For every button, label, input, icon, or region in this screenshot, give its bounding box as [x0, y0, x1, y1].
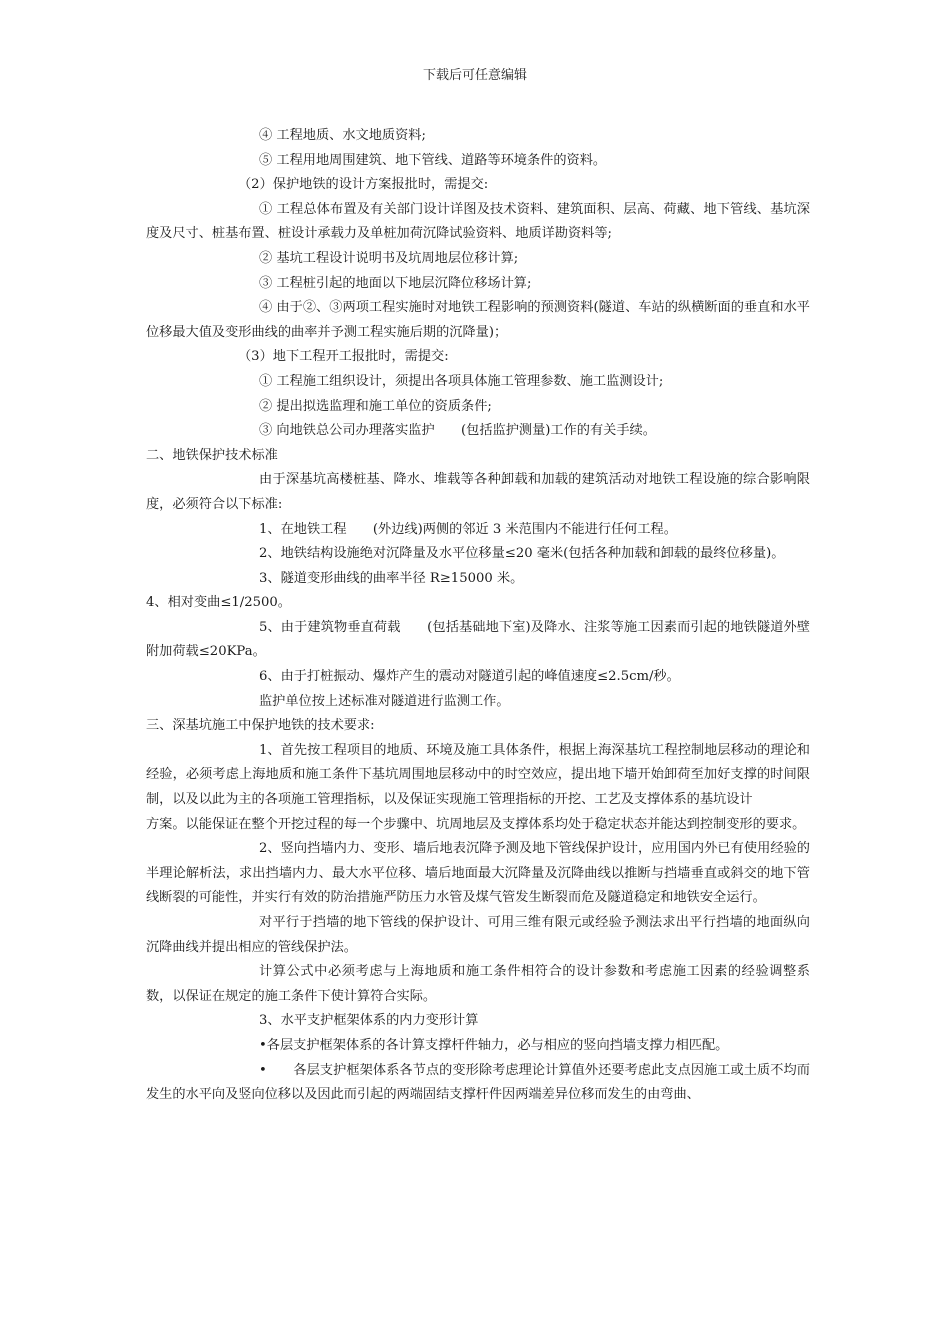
paragraph: ② 基坑工程设计说明书及坑周地层位移计算;	[259, 250, 519, 266]
paragraph: 监护单位按上述标准对隧道进行监测工作。	[259, 693, 510, 709]
paragraph: 3、水平支护框架体系的内力变形计算	[259, 1013, 479, 1029]
paragraph: 6、由于打桩振动、爆炸产生的震动对隧道引起的峰值速度≤2.5cm/秒。	[259, 669, 680, 685]
paragraph: 方案。以能保证在整个开挖过程的每一个步骤中、坑周地层及支撑体系均处于稳定状态并能达到控制变形的要求。	[146, 816, 806, 832]
paragraph: ① 工程总体布置及有关部门设计详图及技术资料、建筑面积、层高、荷藏、地下管线、基坑深度及尺寸、桩基布置、桩设计承载力及单桩加荷沉降试验资料、地质详勘资料等;	[146, 201, 810, 242]
paragraph: （2）保护地铁的设计方案报批时，需提交:	[238, 177, 489, 193]
paragraph: 2、地铁结构设施绝对沉降量及水平位移量≤20 毫米(包括各种加载和卸载的最终位移量)。	[259, 546, 785, 562]
paragraph: 对平行于挡墙的地下管线的保护设计、可用三维有限元或经验予测法求出平行挡墙的地面纵向沉降曲线并提出相应的管线保护法。	[146, 915, 810, 955]
bullet-item: • 各层支护框架体系各节点的变形除考虑理论计算值外还要考虑此支点因施工或土质不均而发生的水平向及竖向位移以及因此而引起的两端固结支撑杆件因两端差异位移而发生的由弯曲、	[146, 1062, 810, 1103]
paragraph: ③ 工程桩引起的地面以下地层沉降位移场计算;	[259, 275, 532, 291]
paragraph: 5、由于建筑物垂直荷载 (包括基础地下室)及降水、注浆等施工因素而引起的地铁隧道外壁附加荷载≤20KPa。	[146, 619, 810, 660]
paragraph: 计算公式中必须考虑与上海地质和施工条件相符合的设计参数和考虑施工因素的经验调整系数，以保证在规定的施工条件下使计算符合实际。	[146, 964, 810, 1004]
paragraph: ④ 由于②、③两项工程实施时对地铁工程影响的预测资料(隧道、车站的纵横断面的垂直和水平位移最大值及变形曲线的曲率并予测工程实施后期的沉降量)；	[146, 300, 810, 340]
paragraph: ① 工程施工组织设计，须提出各项具体施工管理参数、施工监测设计;	[259, 373, 664, 389]
paragraph: 2、竖向挡墙内力、变形、墙后地表沉降予测及地下管线保护设计，应用国内外已有使用经验的半理论解析法，求出挡墙内力、最大水平位移、墙后地面最大沉降量及沉降曲线以推断与挡墙垂直或斜交的地下管线断裂的可能性，并实行有效的防治措施严防压力水管及煤气管发生断裂而危及隧道稳定和地铁安全运行。	[146, 841, 810, 906]
paragraph: 4、相对变曲≤1/2500。	[146, 595, 291, 611]
section-heading: 二、地铁保护技术标准	[146, 447, 278, 463]
paragraph: ② 提出拟选监理和施工单位的资质条件;	[259, 398, 492, 414]
section-heading: 三、深基坑施工中保护地铁的技术要求:	[146, 718, 375, 734]
document-body	[146, 124, 810, 1108]
paragraph: ③ 向地铁总公司办理落实监护 (包括监护测量)工作的有关手续。	[259, 423, 656, 439]
paragraph: （3）地下工程开工报批时，需提交:	[238, 349, 449, 365]
bullet-item: •各层支护框架体系的各计算支撑杆件轴力，必与相应的竖向挡墙支撑力相匹配。	[259, 1037, 729, 1053]
paragraph: ⑤ 工程用地周围建筑、地下管线、道路等环境条件的资料。	[259, 152, 607, 168]
paragraph: 1、首先按工程项目的地质、环境及施工具体条件，根据上海深基坑工程控制地层移动的理论和经验，必须考虑上海地质和施工条件下基坑周围地层移动中的时空效应，提出地下墙开始卸荷至加好支撑的时间限制，以及以此为主的各项施工管理指标，以及保证实现施工管理指标的开挖、工艺及支撑体系的基坑设计	[146, 742, 810, 808]
paragraph: 3、隧道变形曲线的曲率半径 R≥15000 米。	[259, 570, 524, 586]
page-header: 下载后可任意编辑	[422, 68, 527, 83]
paragraph: 由于深基坑高楼桩基、降水、堆载等各种卸载和加载的建筑活动对地铁工程设施的综合影响限度，必须符合以下标准:	[146, 472, 810, 512]
paragraph: 1、在地铁工程 (外边线)两侧的邻近 3 米范围内不能进行任何工程。	[259, 521, 677, 537]
paragraph: ④ 工程地质、水文地质资料;	[259, 128, 426, 143]
